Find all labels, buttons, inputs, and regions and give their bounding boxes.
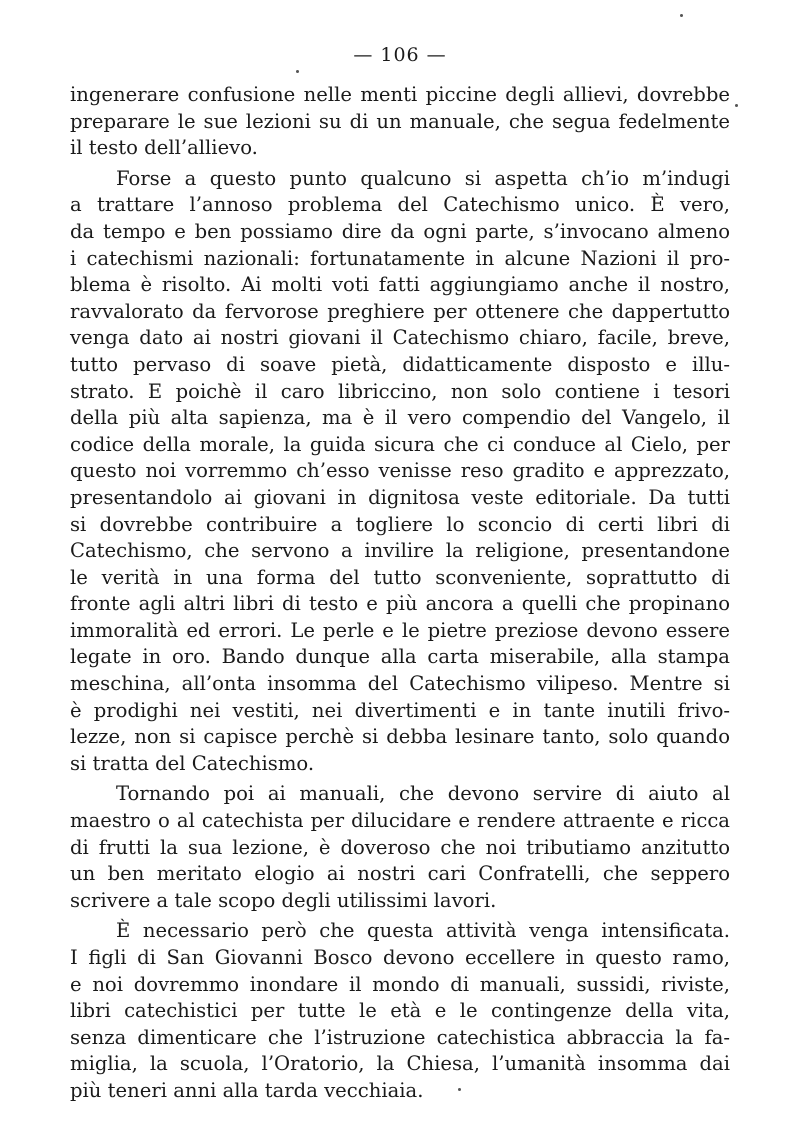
text-line: venga dato ai nostri giovani il Catechismo chiaro, facile, breve,: [70, 326, 730, 350]
text-line: della più alta sapienza, ma è il vero compendio del Vangelo, il: [70, 406, 730, 430]
text-line: fronte agli altri libri di testo e più ancora a quelli che propinano: [70, 592, 730, 616]
text-line: presentandolo ai giovani in dignitosa veste editoriale. Da tutti: [70, 485, 730, 509]
text-line: ingenerare confusione nelle menti piccine degli allievi, dovrebbe: [70, 83, 730, 106]
page-number: — 106 —: [353, 44, 447, 66]
text-line: Catechismo, che servono a invilire la religione, presentandone: [70, 539, 730, 563]
text-line: tutto pervaso di soave pietà, didatticamente disposto e illu-: [70, 352, 730, 376]
text-line: legate in oro. Bando dunque alla carta miserabile, alla stampa: [70, 645, 730, 669]
text-line: I figli di San Giovanni Bosco devono eccellere in questo ramo,: [70, 946, 730, 969]
text-line: immoralità ed errori. Le perle e le pietre preziose devono essere: [70, 618, 730, 642]
text-line: è prodighi nei vestiti, nei divertimenti e in tante inutili frivo-: [70, 698, 730, 722]
text-line: meschina, all’onta insomma del Catechismo vilipeso. Mentre si: [70, 672, 730, 696]
text-line: questo noi vorremmo ch’esso venisse reso gradito e apprezzato,: [70, 459, 730, 483]
paragraph-2: [70, 166, 730, 778]
text-line: più teneri anni alla tarda vecchiaia.: [70, 1078, 424, 1102]
text-line: di frutti la sua lezione, è doveroso che noi tributiamo anzitutto: [70, 835, 730, 859]
text-line: strato. E poichè il caro libriccino, non solo contiene i tesori: [70, 379, 730, 403]
text-line: È necessario però che questa attività venga intensificata.: [116, 919, 730, 943]
text-line: il testo dell’allievo.: [70, 136, 258, 160]
text-line: scrivere a tale scopo degli utilissimi lavori.: [70, 888, 497, 912]
text-line: maestro o al catechista per dilucidare e rendere attraente e ricca: [70, 809, 730, 833]
scan-speck: [680, 14, 683, 17]
text-line: libri catechistici per tutte le età e le contingenze della vita,: [70, 999, 730, 1023]
text-line: Tornando poi ai manuali, che devono servire di aiuto al: [116, 782, 730, 806]
text-line: si dovrebbe contribuire a togliere lo sconcio di certi libri di: [70, 512, 730, 536]
book-page: [70, 42, 730, 1105]
scan-speck: [296, 70, 299, 73]
text-line: un ben meritato elogio ai nostri cari Confratelli, che seppero: [70, 862, 730, 886]
text-line: le verità in una forma del tutto sconveniente, soprattutto di: [70, 565, 730, 589]
text-line: lezze, non si capisce perchè si debba lesinare tanto, solo quando: [70, 725, 730, 749]
text-line: blema è risolto. Ai molti voti fatti aggiungiamo anche il nostro,: [70, 273, 730, 297]
text-line: ravvalorato da fervorose preghiere per ottenere che dappertutto: [70, 299, 730, 323]
text-line: miglia, la scuola, l’Oratorio, la Chiesa, l’umanità insomma dai: [70, 1052, 730, 1076]
text-line: e noi dovremmo inondare il mondo di manuali, sussidi, riviste,: [70, 972, 730, 996]
paragraph-4: [70, 918, 730, 1104]
text-line: codice della morale, la guida sicura che ci conduce al Cielo, per: [70, 432, 730, 456]
text-line: senza dimenticare che l’istruzione catechistica abbraccia la fa-: [70, 1025, 730, 1049]
paragraph-1: [70, 82, 730, 162]
text-line: Forse a questo punto qualcuno si aspetta ch’io m’indugi: [116, 166, 730, 190]
text-line: i catechismi nazionali: fortunatamente in alcune Nazioni il pro-: [70, 246, 730, 270]
text-line: si tratta del Catechismo.: [70, 751, 315, 775]
text-line: da tempo e ben possiamo dire da ogni parte, s’invocano almeno: [70, 219, 730, 243]
text-line: preparare le sue lezioni su di un manuale, che segua fedelmente: [70, 109, 730, 133]
text-line: a trattare l’annoso problema del Catechismo unico. È vero,: [70, 193, 730, 217]
scan-speck: [735, 104, 738, 107]
scan-speck: [458, 1088, 461, 1091]
paragraph-3: [70, 781, 730, 914]
